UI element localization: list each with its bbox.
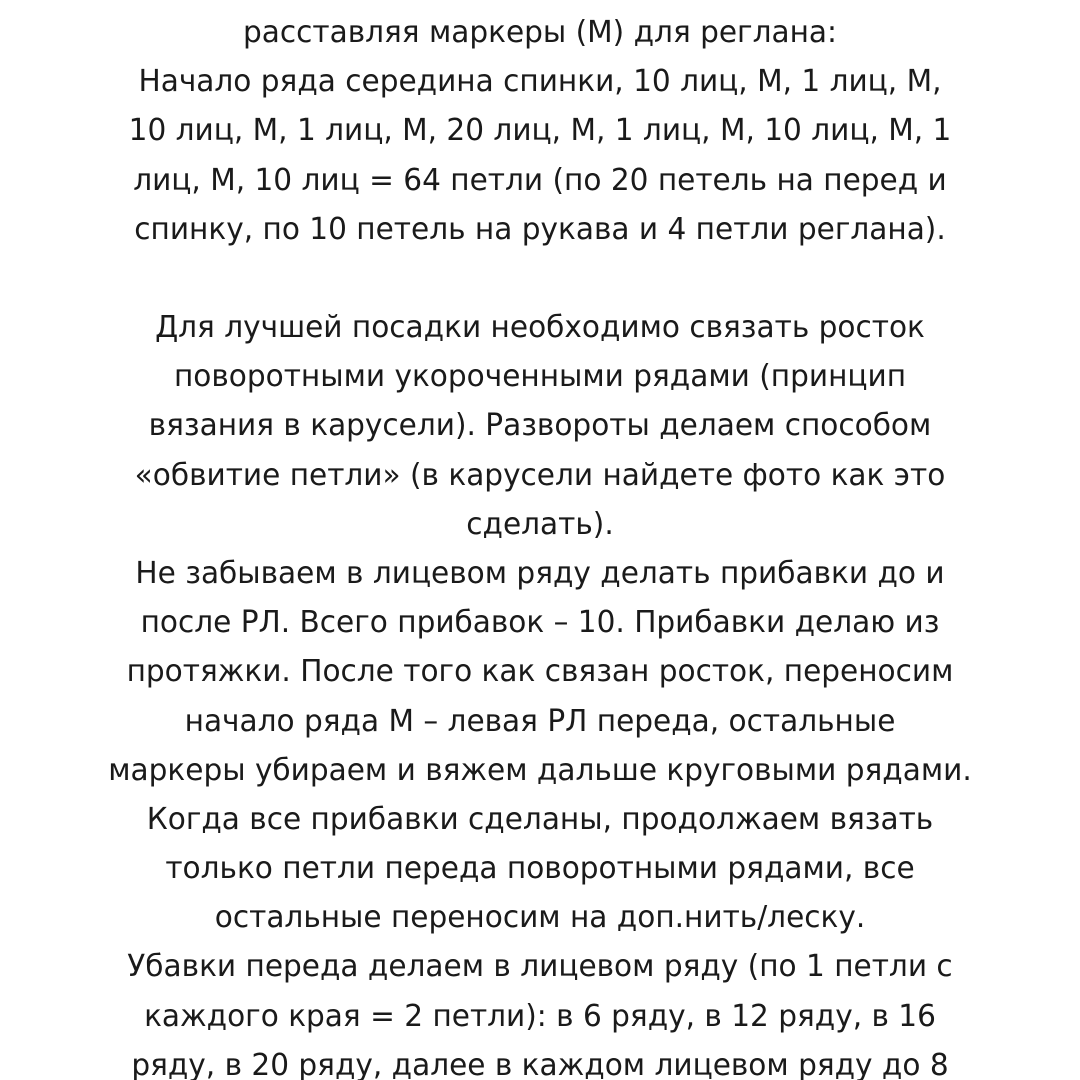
text-line: Начало ряда середина спинки, 10 лиц, М, 1 лиц, М, (138, 64, 942, 100)
text-line: протяжки. После того как связан росток, переносим (126, 654, 954, 690)
text-line: спинку, по 10 петель на рукава и 4 петли реглана). (134, 211, 946, 247)
text-line: каждого края = 2 петли): в 6 ряду, в 12 ряду, в 16 (144, 998, 936, 1034)
text-line: сделать). (466, 506, 614, 542)
text-line: расставляя маркеры (М) для реглана: (242, 15, 837, 50)
text-line: лиц, М, 10 лиц = 64 петли (по 20 петель на перед и (133, 162, 947, 198)
text-line: маркеры убираем и вяжем дальше круговыми рядами. (108, 752, 972, 788)
text-line: поворотными укороченными рядами (принцип (173, 359, 907, 395)
text-line: остальные переносим на доп.нить/леску. (214, 900, 866, 936)
text-line: начало ряда М – левая РЛ переда, остальные (184, 703, 896, 739)
text-line: вязания в карусели). Развороты делаем способом (148, 408, 932, 444)
text-line: Когда все прибавки сделаны, продолжаем вязать (146, 801, 934, 837)
text-line: Убавки переда делаем в лицевом ряду (по 1 петли с (127, 949, 953, 985)
text-line: Для лучшей посадки необходимо связать росток (155, 310, 925, 345)
paragraph-short-rows (0, 303, 1080, 1080)
paragraph-raglan-markers (0, 8, 1080, 254)
text-line: ряду, в 20 ряду, далее в каждом лицевом ряду до 8 (131, 1047, 949, 1080)
text-line: Не забываем в лицевом ряду делать прибавки до и (135, 555, 945, 591)
text-line: 10 лиц, М, 1 лиц, М, 20 лиц, М, 1 лиц, М, 10 лиц, М, 1 (128, 113, 952, 149)
text-line: после РЛ. Всего прибавок – 10. Прибавки делаю из (140, 605, 940, 641)
text-line: «обвитие петли» (в карусели найдете фото как это (134, 457, 946, 493)
text-line: только петли переда поворотными рядами, все (165, 851, 915, 887)
